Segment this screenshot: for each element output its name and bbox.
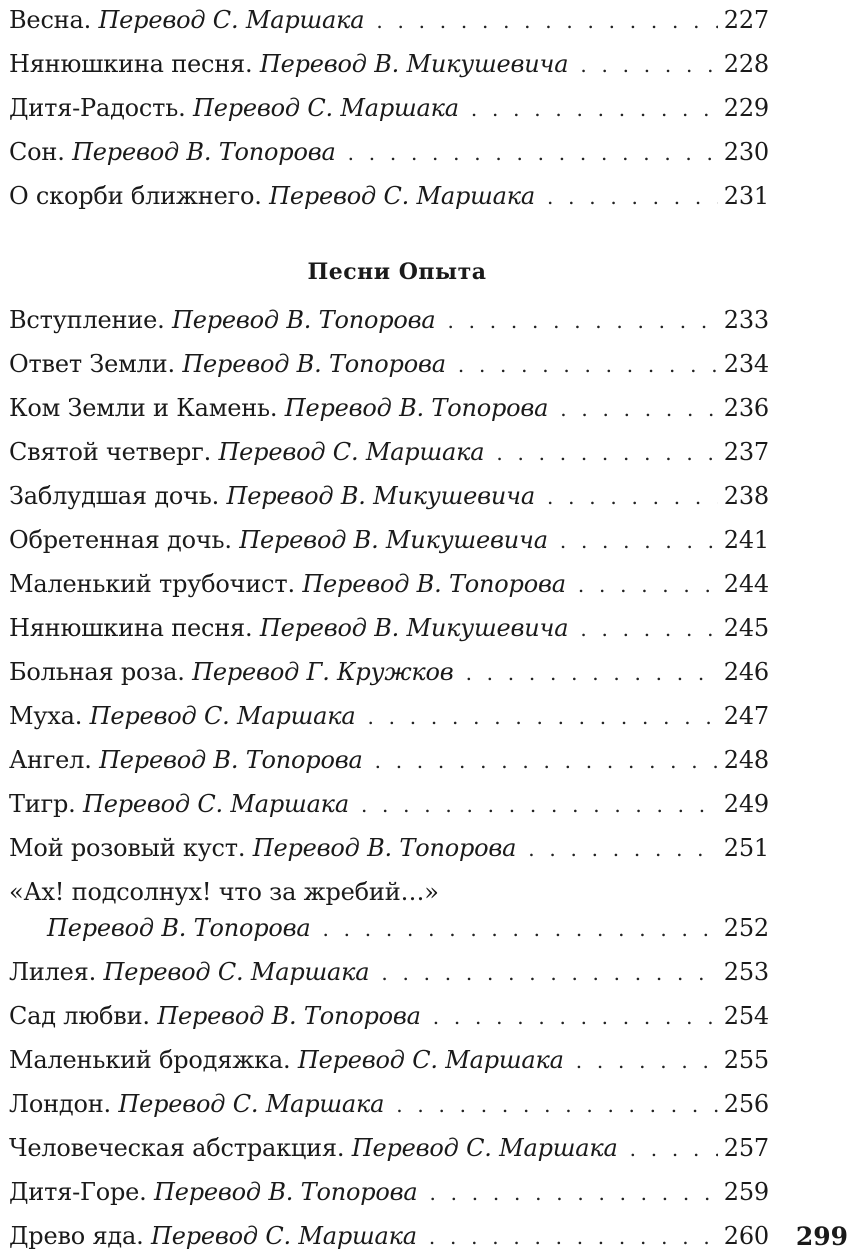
entry-title: Тигр. — [9, 790, 76, 818]
dot-leader — [560, 389, 718, 429]
toc-entry[interactable] — [9, 828, 769, 868]
toc-entry[interactable] — [9, 740, 769, 780]
entry-title: Лондон. — [9, 1090, 111, 1118]
toc-entry[interactable] — [9, 0, 769, 40]
dot-leader — [381, 953, 717, 993]
toc-entry[interactable] — [9, 132, 769, 172]
dot-leader — [375, 741, 718, 781]
toc-entry[interactable] — [9, 696, 769, 736]
entry-title: Обретенная дочь. — [9, 526, 232, 554]
entry-title: Человеческая абстракция. — [9, 1134, 345, 1162]
entry-page-number: 260 — [723, 1222, 769, 1250]
entry-translator: Перевод С. Маршака — [297, 1046, 564, 1074]
entry-title-wrap — [9, 432, 484, 472]
entry-page-number: 253 — [723, 958, 769, 986]
entry-translator: Перевод В. Топорова — [157, 1002, 421, 1030]
entry-translator: Перевод С. Маршака — [192, 94, 459, 122]
entry-translator: Перевод В. Топорова — [47, 914, 311, 942]
entry-page-number: 228 — [723, 50, 769, 78]
entry-translator: Перевод В. Топорова — [99, 746, 363, 774]
entry-page-number: 230 — [723, 138, 769, 166]
dot-leader — [576, 1041, 718, 1081]
toc-entry[interactable] — [9, 388, 769, 428]
entry-title: Маленький бродяжка. — [9, 1046, 291, 1074]
entry-page-number: 248 — [723, 746, 769, 774]
toc-entry[interactable] — [9, 520, 769, 560]
entry-title: Весна. — [9, 6, 92, 34]
entry-translator: Перевод В. Топорова — [154, 1178, 418, 1206]
toc-entry[interactable] — [9, 564, 769, 604]
entry-title-wrap — [9, 608, 568, 648]
entry-title-wrap — [9, 828, 516, 868]
toc-entry[interactable] — [9, 608, 769, 648]
entry-title: Ответ Земли. — [9, 350, 175, 378]
entry-translator: Перевод В. Микушевича — [259, 614, 569, 642]
entry-title: Сон. — [9, 138, 65, 166]
entry-title-wrap — [9, 0, 364, 40]
entry-title[interactable]: «Ах! подсолнух! что за жребий…» — [9, 878, 439, 906]
dot-leader — [528, 829, 718, 869]
entry-page-number: 245 — [723, 614, 769, 642]
toc-entry-continuation[interactable] — [9, 908, 769, 948]
dot-leader — [547, 477, 718, 517]
entry-title: Муха. — [9, 702, 83, 730]
toc-entry[interactable] — [9, 1040, 769, 1080]
entry-page-number: 259 — [723, 1178, 769, 1206]
toc-entry[interactable] — [9, 300, 769, 340]
toc-entry[interactable] — [9, 476, 769, 516]
entry-title: Маленький трубочист. — [9, 570, 295, 598]
entry-title: О скорби ближнего. — [9, 182, 262, 210]
entry-title-wrap — [9, 1172, 418, 1212]
entry-page-number: 255 — [723, 1046, 769, 1074]
dot-leader — [430, 1173, 718, 1213]
entry-page-number: 256 — [723, 1090, 769, 1118]
dot-leader — [580, 609, 717, 649]
dot-leader — [323, 909, 718, 949]
entry-translator: Перевод В. Микушевича — [259, 50, 569, 78]
toc-entry[interactable] — [9, 1128, 769, 1168]
entry-page-number: 227 — [723, 6, 769, 34]
entry-title: Дитя-Горе. — [9, 1178, 147, 1206]
entry-title-wrap — [9, 1128, 618, 1168]
entry-translator: Перевод С. Маршака — [218, 438, 485, 466]
entry-translator: Перевод В. Топорова — [252, 834, 517, 862]
entry-title-wrap — [9, 652, 454, 692]
entry-page-number: 244 — [723, 570, 769, 598]
toc-entry[interactable] — [9, 176, 769, 216]
toc-entry[interactable] — [9, 1216, 769, 1256]
toc-entry[interactable] — [9, 784, 769, 824]
entry-translator: Перевод В. Микушевича — [226, 482, 536, 510]
entry-title: Мой розовый куст. — [9, 834, 246, 862]
entry-title-wrap — [9, 1216, 417, 1256]
entry-title-wrap — [9, 996, 421, 1036]
entry-title-wrap — [9, 300, 436, 340]
entry-translator: Перевод С. Маршака — [98, 6, 365, 34]
entry-title-wrap — [9, 952, 369, 992]
toc-entry[interactable] — [9, 1172, 769, 1212]
entry-page-number: 233 — [723, 306, 769, 334]
toc-entry[interactable] — [9, 88, 769, 128]
entry-translator: Перевод В. Микушевича — [239, 526, 548, 554]
entry-title-wrap — [9, 176, 535, 216]
entry-title-wrap — [9, 564, 566, 604]
page-number: 299 — [795, 1222, 848, 1251]
entry-title: Сад любви. — [9, 1002, 150, 1030]
entry-title: Древо яда. — [9, 1222, 144, 1250]
toc-entry[interactable] — [9, 652, 769, 692]
entry-title: Нянюшкина песня. — [9, 614, 253, 642]
entry-page-number: 229 — [723, 94, 769, 122]
entry-translator: Перевод Г. Кружков — [192, 658, 454, 686]
entry-page-number: 234 — [723, 350, 769, 378]
entry-translator: Перевод С. Маршака — [351, 1134, 618, 1162]
entry-title-wrap — [9, 696, 356, 736]
entry-translator: Перевод С. Маршака — [89, 702, 356, 730]
toc-entry[interactable] — [9, 996, 769, 1036]
entry-page-number: 252 — [723, 914, 769, 942]
entry-translator: Перевод В. Топорова — [72, 138, 336, 166]
entry-title: Нянюшкина песня. — [9, 50, 253, 78]
entry-translator: Перевод С. Маршака — [150, 1222, 417, 1250]
dot-leader — [361, 785, 718, 825]
dot-leader — [348, 133, 718, 173]
entry-title-wrap — [9, 476, 535, 516]
dot-leader — [578, 565, 718, 605]
entry-translator: Перевод С. Маршака — [103, 958, 370, 986]
entry-title: Святой четверг. — [9, 438, 211, 466]
entry-translator: Перевод С. Маршака — [83, 790, 349, 818]
entry-title-wrap — [9, 44, 568, 84]
entry-title: Вступление. — [9, 306, 165, 334]
entry-title-wrap — [9, 908, 311, 948]
dot-leader — [496, 433, 717, 473]
entry-title-wrap — [9, 1084, 384, 1124]
entry-translator: Перевод В. Топорова — [171, 306, 436, 334]
entry-title: Лилея. — [9, 958, 97, 986]
dot-leader — [580, 45, 717, 85]
entry-translator: Перевод В. Топорова — [182, 350, 446, 378]
entry-translator: Перевод В. Топорова — [302, 570, 566, 598]
entry-title-wrap — [9, 388, 548, 428]
entry-page-number: 236 — [723, 394, 769, 422]
entry-translator: Перевод С. Маршака — [269, 182, 536, 210]
entry-page-number: 251 — [723, 834, 769, 862]
toc-entry[interactable] — [9, 432, 769, 472]
entry-title-wrap — [9, 132, 336, 172]
toc-entry[interactable] — [9, 952, 769, 992]
dot-leader — [560, 521, 718, 561]
toc-entry[interactable] — [9, 344, 769, 384]
entry-page-number: 257 — [723, 1134, 769, 1162]
entry-title-wrap — [9, 740, 363, 780]
entry-page-number: 241 — [723, 526, 769, 554]
dot-leader — [368, 697, 718, 737]
toc-entry[interactable] — [9, 44, 769, 84]
dot-leader — [429, 1217, 718, 1257]
entry-title-wrap — [9, 784, 349, 824]
entry-page-number: 238 — [723, 482, 769, 510]
entry-page-number: 246 — [723, 658, 769, 686]
dot-leader — [433, 997, 718, 1037]
section-heading: Песни Опыта — [307, 259, 487, 285]
entry-translator: Перевод С. Маршака — [118, 1090, 385, 1118]
dot-leader — [630, 1129, 718, 1169]
entry-title-wrap — [9, 88, 459, 128]
dot-leader — [471, 89, 718, 129]
entry-translator: Перевод В. Топорова — [284, 394, 549, 422]
entry-page-number: 237 — [723, 438, 769, 466]
entry-title: Ангел. — [9, 746, 92, 774]
entry-page-number: 247 — [723, 702, 769, 730]
dot-leader — [376, 1, 717, 41]
toc-entry[interactable] — [9, 1084, 769, 1124]
entry-title: Больная роза. — [9, 658, 185, 686]
entry-title-wrap — [9, 1040, 564, 1080]
entry-page-number: 254 — [723, 1002, 769, 1030]
dot-leader — [396, 1085, 717, 1125]
entry-page-number: 231 — [723, 182, 769, 210]
entry-title: Заблудшая дочь. — [9, 482, 220, 510]
dot-leader — [458, 345, 718, 385]
dot-leader — [448, 301, 718, 341]
dot-leader — [466, 653, 718, 693]
entry-title-wrap — [9, 520, 548, 560]
dot-leader — [547, 177, 718, 217]
entry-title: Ком Земли и Камень. — [9, 394, 278, 422]
entry-title-wrap — [9, 344, 446, 384]
entry-page-number: 249 — [723, 790, 769, 818]
entry-title: Дитя-Радость. — [9, 94, 186, 122]
